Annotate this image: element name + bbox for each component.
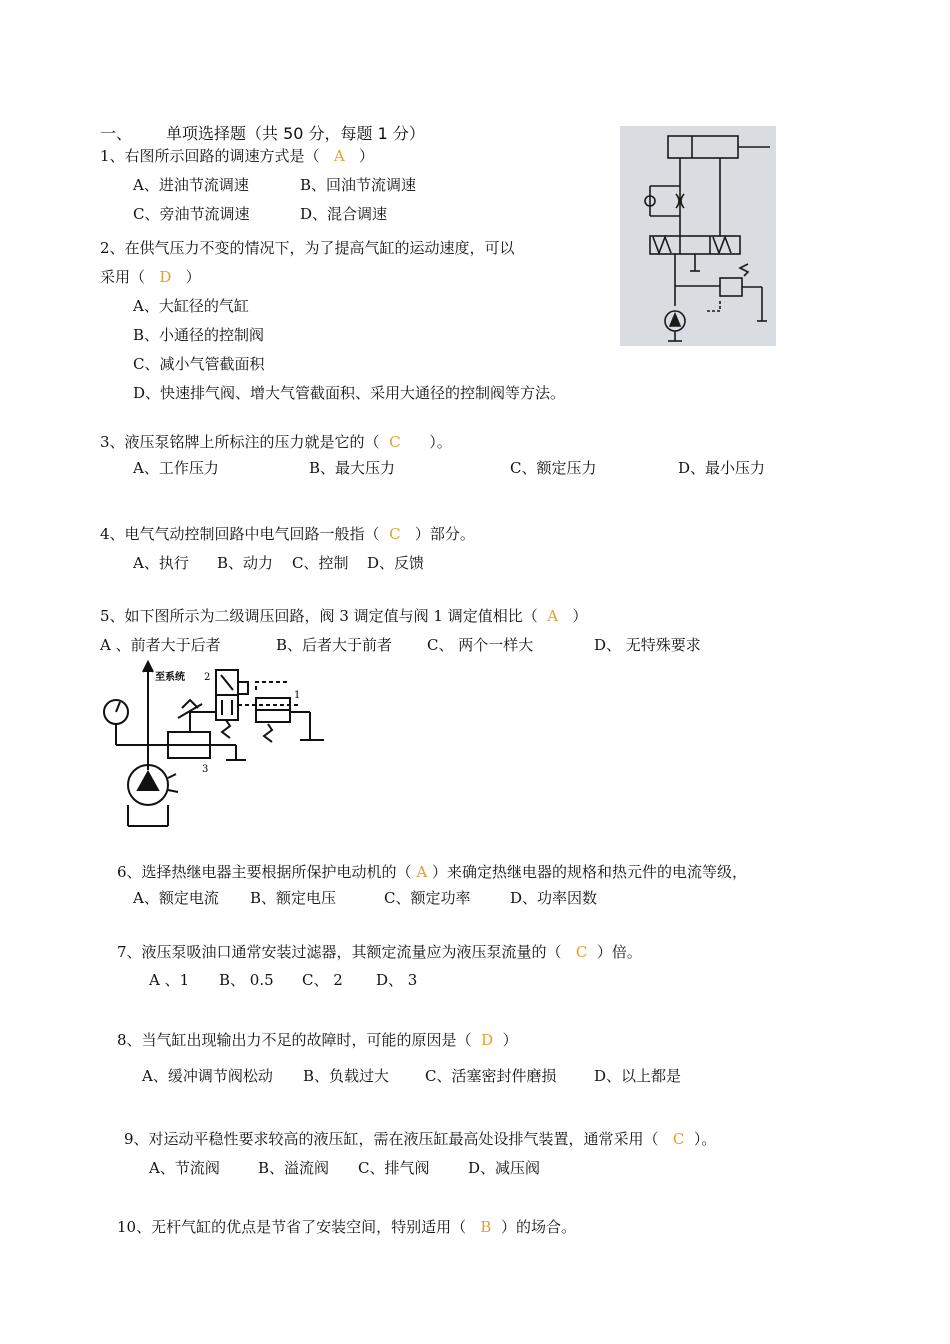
section-number: 一、 <box>100 124 133 143</box>
q2-option-b: B、小通径的控制阀 <box>133 326 265 344</box>
q4-option-c: C、控制 <box>292 554 349 572</box>
answer-5: A <box>547 607 559 625</box>
q5-option-c: C、 两个一样大 <box>427 636 534 654</box>
question-3: 3、液压泵铭牌上所标注的压力就是它的（ C ）。 <box>100 433 452 451</box>
q7-option-c: C、 2 <box>302 971 343 989</box>
q4-option-a: A、执行 <box>133 554 189 572</box>
q5-option-d: D、 无特殊要求 <box>594 636 701 654</box>
q1-option-d: D、混合调速 <box>300 205 388 223</box>
question-1: 1、右图所示回路的调速方式是（ A ） <box>100 147 375 165</box>
q8-option-a: A、缓冲调节阀松动 <box>142 1067 273 1085</box>
q8-option-d: D、以上都是 <box>594 1067 682 1085</box>
q4-option-b: B、动力 <box>217 554 274 572</box>
speed-control-circuit-figure <box>620 126 776 346</box>
answer-4: C <box>389 525 401 543</box>
answer-8: D <box>481 1031 494 1049</box>
q4-option-d: D、反馈 <box>367 554 425 572</box>
question-8: 8、当气缸出现输出力不足的故障时，可能的原因是（ D ） <box>117 1031 518 1049</box>
q3-option-c: C、额定压力 <box>510 459 597 477</box>
label-valve-1: 1 <box>294 690 301 701</box>
label-to-system: 至系统 <box>155 672 185 683</box>
q6-option-a: A、额定电流 <box>133 889 219 907</box>
q3-option-b: B、最大压力 <box>309 459 396 477</box>
q3-option-a: A、工作压力 <box>133 459 219 477</box>
q2-option-d: D、快速排气阀、增大气管截面积、采用大通径的控制阀等方法。 <box>133 384 566 402</box>
q6-option-c: C、额定功率 <box>384 889 471 907</box>
q6-option-b: B、额定电压 <box>250 889 337 907</box>
q7-option-d: D、 3 <box>376 971 418 989</box>
question-4: 4、电气气动控制回路中电气回路一般指（ C ）部分。 <box>100 525 475 543</box>
answer-6: A <box>416 863 428 881</box>
answer-2: D <box>159 268 172 286</box>
answer-9: C <box>672 1130 685 1148</box>
question-2-line1: 2、在供气压力不变的情况下，为了提高气缸的运动速度，可以 <box>100 239 515 257</box>
q8-option-c: C、活塞密封件磨损 <box>425 1067 557 1085</box>
question-9: 9、对运动平稳性要求较高的液压缸，需在液压缸最高处设排气装置，通常采用（ C ）。 <box>124 1130 717 1148</box>
q1-option-b: B、回油节流调速 <box>300 176 417 194</box>
q5-option-a: A 、前者大于后者 <box>100 636 221 654</box>
answer-1: A <box>333 147 345 165</box>
question-5: 5、如下图所示为二级调压回路，阀 3 调定值与阀 1 调定值相比（ A ） <box>100 607 588 625</box>
two-stage-pressure-circuit-figure <box>98 660 330 832</box>
section-title: 单项选择题（共 50 分，每题 1 分） <box>166 124 425 143</box>
q5-option-b: B、后者大于前者 <box>276 636 393 654</box>
answer-10: B <box>480 1218 492 1236</box>
q2-option-c: C、减小气管截面积 <box>133 355 265 373</box>
q7-option-b: B、 0.5 <box>219 971 274 989</box>
question-6: 6、选择热继电器主要根据所保护电动机的（ A ）来确定热继电器的规格和热元件的电流等级， <box>117 863 747 881</box>
q9-option-c: C、排气阀 <box>358 1159 430 1177</box>
answer-3: C <box>389 433 401 451</box>
question-2-line2: 采用（ D ） <box>100 268 201 286</box>
q6-option-d: D、功率因数 <box>510 889 598 907</box>
q7-option-a: A 、1 <box>149 971 190 989</box>
q1-option-c: C、旁油节流调速 <box>133 205 250 223</box>
label-valve-3: 3 <box>202 764 209 775</box>
q8-option-b: B、负载过大 <box>303 1067 390 1085</box>
label-valve-2: 2 <box>204 672 211 683</box>
q9-option-a: A、节流阀 <box>149 1159 220 1177</box>
answer-7: C <box>575 943 588 961</box>
q3-option-d: D、最小压力 <box>678 459 766 477</box>
q2-option-a: A、大缸径的气缸 <box>133 297 249 315</box>
q1-option-a: A、进油节流调速 <box>133 176 249 194</box>
question-7: 7、液压泵吸油口通常安装过滤器，其额定流量应为液压泵流量的（ C ）倍。 <box>117 943 642 961</box>
q9-option-b: B、溢流阀 <box>258 1159 330 1177</box>
q9-option-d: D、减压阀 <box>468 1159 541 1177</box>
question-10: 10、无杆气缸的优点是节省了安装空间，特别适用（ B ）的场合。 <box>117 1218 576 1236</box>
